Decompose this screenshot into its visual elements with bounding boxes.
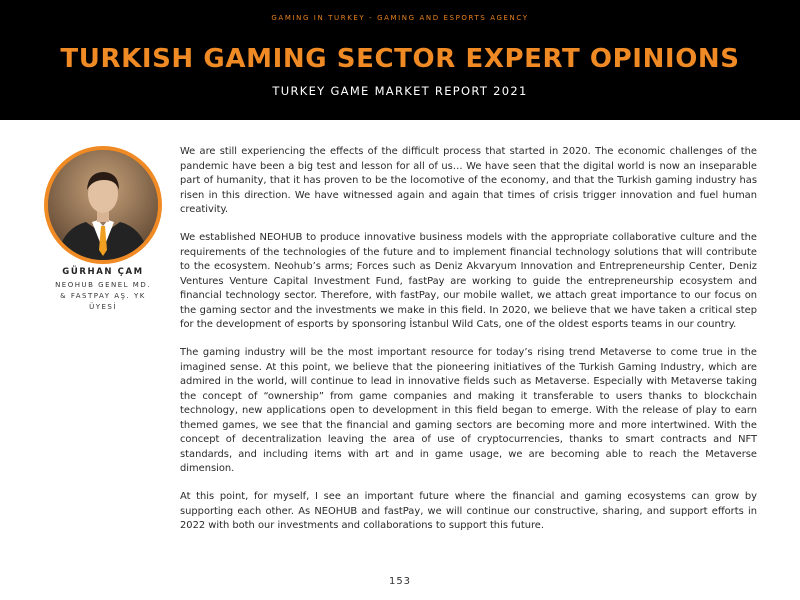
paragraph: At this point, for myself, I see an important future where the financial and gaming ecosystems can grow by supporting each other. As NEOHUB and fastPay, we will continue our constructive, sharing, and support efforts in 2022 with both our investments and collaborations to support this future. bbox=[180, 491, 757, 531]
role-line: ÜYESİ bbox=[89, 303, 117, 311]
person-name: GÜRHAN ÇAM bbox=[62, 267, 144, 277]
person-role bbox=[36, 280, 170, 313]
article-body bbox=[180, 145, 757, 547]
page-number: 153 bbox=[388, 576, 412, 587]
avatar bbox=[48, 150, 158, 260]
report-subtitle: TURKEY GAME MARKET REPORT 2021 bbox=[272, 84, 528, 98]
role-line: & FASTPAY AŞ. YK bbox=[60, 292, 146, 300]
paragraph: We established NEOHUB to produce innovative business models with the appropriate collaborative culture and the requirements of the technologies of the future and to implement financial technology solutions that will contribute to the ecosystem. Neohub’s arms; Forces such as Deniz Akvaryum Innovation and Entrepreneurship Center, Deniz Ventures Venture Capital Investment Fund, fastPay are working to guide the entrepreneurship ecosystem and financial technology sector. Therefore, with fastPay, our mobile wallet, we attach great importance to our focus on the gaming sector and the investments we make in this field. In 2020, we believe that we have taken a critical step for the development of esports by sponsoring İstanbul Wild Cats, one of the oldest esports teams in our country. bbox=[180, 232, 757, 330]
page-title: TURKISH GAMING SECTOR EXPERT OPINIONS bbox=[60, 44, 740, 74]
role-line: NEOHUB GENEL MD. bbox=[55, 281, 151, 289]
avatar-frame bbox=[44, 146, 162, 264]
paragraph: We are still experiencing the effects of the difficult process that started in 2020. The economic challenges of the pandemic have been a big test and lesson for all of us… We have seen that the digital world is now an inseparable part of humanity, that it has proven to be the locomotive of the economy, and that the Turkish gaming industry has risen in this direction. We have witnessed again and again that times of crisis trigger innovation and fuel human creativity. bbox=[180, 146, 757, 215]
page-header bbox=[0, 0, 800, 120]
paragraph: The gaming industry will be the most important resource for today’s rising trend Metaverse to come true in the imagined sense. At this point, we believe that the pioneering initiatives of the Turkish Gaming Industry, which are admired in the world, will continue to lead in innovative fields such as Metaverse. Especially with Metaverse taking the concept of “ownership” from game companies and making it transferable to users thanks to blockchain technology, new applications open to development in this field began to emerge. With the release of play to earn themed games, we see that the financial and gaming sectors are becoming more and more intertwined. With the concept of decentralization leaving the area of use of cryptocurrencies, thanks to smart contracts and NFT standards, and including items with art and in game usage, we are becoming able to reach the Metaverse dimension. bbox=[180, 347, 757, 474]
agency-tagline: GAMING IN TURKEY - GAMING AND ESPORTS AGENCY bbox=[271, 14, 529, 22]
